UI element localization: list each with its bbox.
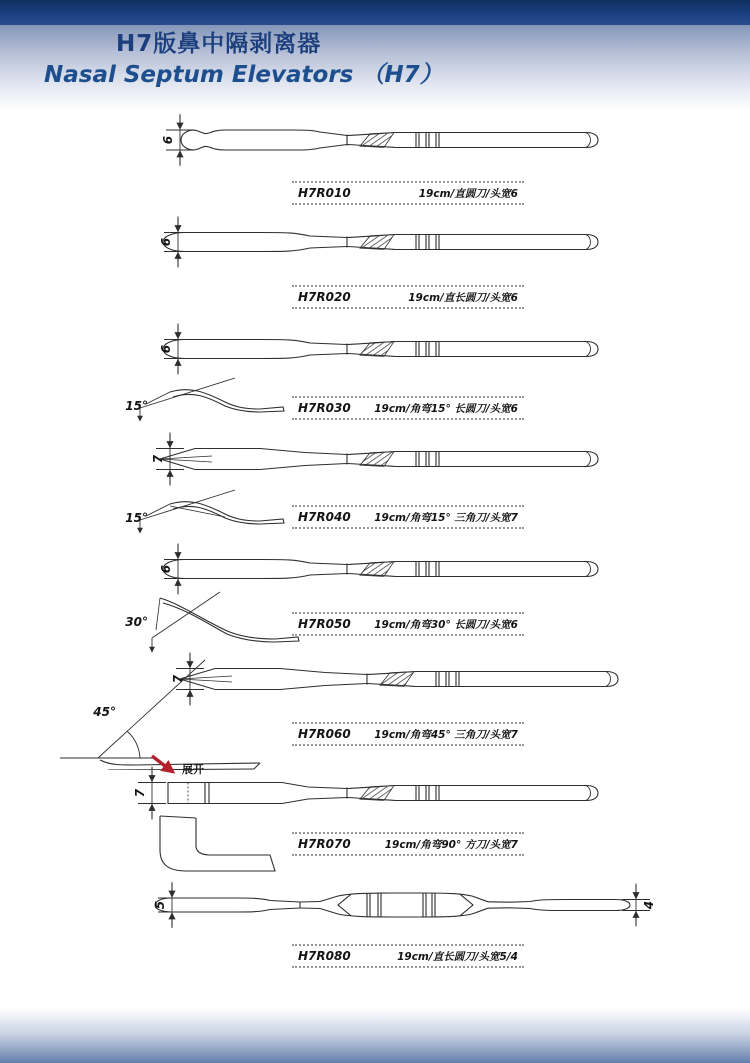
product-label bbox=[292, 396, 524, 420]
svg-text:展开: 展开 bbox=[182, 763, 204, 776]
instrument-drawing-h7r060 bbox=[20, 648, 710, 770]
instrument-drawing-h7r020 bbox=[20, 212, 710, 287]
page-title-chinese: H7版鼻中隔剥离器 bbox=[116, 31, 322, 57]
svg-text:45°: 45° bbox=[93, 705, 116, 719]
model-number: H7R060 bbox=[298, 727, 351, 741]
model-number: H7R020 bbox=[298, 290, 351, 304]
model-number: H7R070 bbox=[298, 837, 351, 851]
svg-text:6: 6 bbox=[161, 135, 175, 145]
model-number: H7R050 bbox=[298, 617, 351, 631]
svg-text:6: 6 bbox=[159, 564, 173, 574]
page-header bbox=[0, 0, 750, 110]
model-description: 19cm/直长圆刀/头宽5/4 bbox=[397, 950, 518, 963]
model-number: H7R080 bbox=[298, 949, 351, 963]
model-description: 19cm/角弯45° 三角刀/头宽7 bbox=[374, 728, 518, 741]
product-label bbox=[292, 505, 524, 529]
header-top-bar bbox=[0, 0, 750, 25]
product-label bbox=[292, 285, 524, 309]
svg-text:4: 4 bbox=[642, 900, 656, 910]
product-label bbox=[292, 944, 524, 968]
model-description: 19cm/角弯30° 长圆刀/头宽6 bbox=[374, 618, 518, 631]
model-description: 19cm/直圆刀/头宽6 bbox=[418, 187, 518, 200]
svg-text:6: 6 bbox=[159, 344, 173, 354]
page-footer bbox=[0, 1008, 750, 1063]
instrument-drawing-h7r050 bbox=[20, 542, 710, 654]
product-label bbox=[292, 612, 524, 636]
model-number: H7R040 bbox=[298, 510, 351, 524]
svg-text:7: 7 bbox=[133, 788, 147, 798]
svg-text:7: 7 bbox=[171, 674, 185, 684]
model-number: H7R010 bbox=[298, 186, 351, 200]
svg-text:30°: 30° bbox=[125, 615, 148, 629]
model-description: 19cm/直长圆刀/头宽6 bbox=[408, 291, 518, 304]
product-label bbox=[292, 722, 524, 746]
product-label bbox=[292, 832, 524, 856]
model-description: 19cm/角弯15° 三角刀/头宽7 bbox=[374, 511, 518, 524]
instrument-drawing-h7r010 bbox=[20, 110, 710, 185]
svg-text:15°: 15° bbox=[125, 511, 148, 525]
svg-text:15°: 15° bbox=[125, 399, 148, 413]
model-description: 19cm/角弯90° 方刀/头宽7 bbox=[384, 838, 518, 851]
svg-text:6: 6 bbox=[159, 237, 173, 247]
svg-text:7: 7 bbox=[151, 454, 165, 464]
product-label bbox=[292, 181, 524, 205]
instrument-drawing-h7r080 bbox=[20, 868, 710, 946]
svg-text:5: 5 bbox=[153, 900, 167, 910]
instrument-drawing-h7r070 bbox=[20, 752, 710, 878]
page-title-english: Nasal Septum Elevators （H7） bbox=[44, 62, 443, 88]
model-description: 19cm/角弯15° 长圆刀/头宽6 bbox=[374, 402, 518, 415]
model-number: H7R030 bbox=[298, 401, 351, 415]
